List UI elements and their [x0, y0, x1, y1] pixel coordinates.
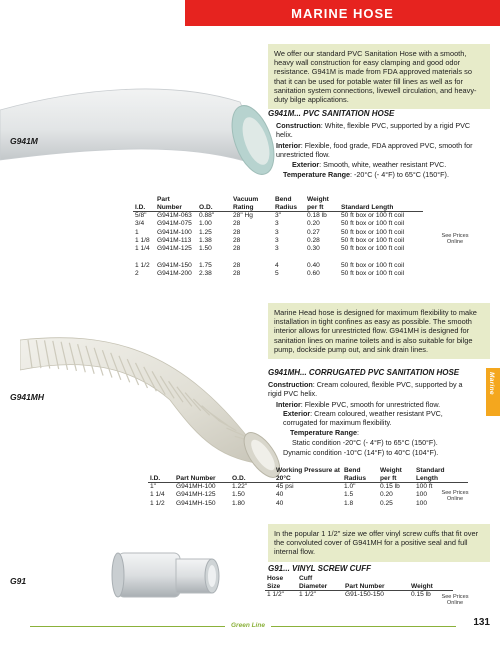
- section-tab-label: Marine: [488, 372, 495, 395]
- table-row: [265, 591, 453, 600]
- table-cell: 1.00: [199, 220, 212, 228]
- table-cell: 0.25: [380, 499, 393, 507]
- table-cell: 0.18 lb: [307, 212, 327, 219]
- table-cell: G941M-113: [157, 236, 192, 244]
- table-cell: G941M-150: [157, 261, 192, 269]
- g91-intro: In the popular 1 1/2" size we offer vinyl screw cuffs that fit over the convoluted cover of G941MH for a positive seal and full internal flow.: [268, 524, 490, 562]
- g941mh-spec-exterior: Exterior: Cream coloured, weather resistant PVC, corrugated for maximum flexibility.: [283, 409, 443, 427]
- table-cell: 28: [233, 245, 241, 253]
- g91-title: G91... VINYL SCREW CUFF: [268, 564, 371, 573]
- table-cell: 0.27: [307, 228, 320, 236]
- g941mh-spec-temperature: Temperature Range:: [290, 428, 359, 437]
- g941m-hose-image: [0, 40, 275, 180]
- g941mh-col-header: Part Number: [174, 467, 230, 483]
- table-cell: 100: [416, 491, 428, 499]
- table-cell: [231, 253, 273, 261]
- table-row: [133, 253, 423, 261]
- g941mh-col-header: O.D.: [230, 467, 274, 483]
- table-cell: 4: [275, 261, 279, 269]
- table-cell: G941MH-150: [176, 499, 216, 507]
- g941m-spec-temperature: Temperature Range: -20°C (- 4°F) to 65°C (150°F).: [283, 170, 449, 179]
- g941m-label: G941M: [10, 136, 38, 146]
- g941mh-label: G941MH: [10, 392, 45, 402]
- table-cell: G941M-125: [157, 245, 192, 253]
- g91-see-prices: See Prices Online: [441, 594, 469, 607]
- table-cell: 1 1/8: [135, 236, 150, 244]
- table-cell: 50 ft box or 100 ft coil: [341, 228, 405, 236]
- table-cell: 0.15 lb: [380, 483, 400, 490]
- g941m-spec-construction: Construction: White, flexible PVC, supported by a rigid PVC helix.: [276, 121, 471, 139]
- table-cell: 0.30: [307, 245, 320, 253]
- g941mh-title: G941MH... CORRUGATED PVC SANITATION HOSE: [268, 368, 460, 377]
- table-cell: 50 ft box or 100 ft coil: [341, 270, 405, 278]
- table-cell: 50 ft box or 100 ft coil: [341, 212, 405, 219]
- g941m-col-header: Standard Length: [339, 196, 423, 212]
- g91-col-header: Cuff Diameter: [297, 575, 343, 591]
- table-cell: G941MH-125: [176, 491, 216, 499]
- table-row: [133, 229, 423, 237]
- table-cell: 40: [276, 491, 284, 499]
- table-cell: 1 1/4: [150, 491, 165, 499]
- table-cell: 3/4: [135, 220, 145, 228]
- table-row: [148, 483, 468, 492]
- g91-label: G91: [10, 576, 27, 586]
- g941m-see-prices: See Prices Online: [441, 233, 469, 246]
- g91-col-header: Part Number: [343, 575, 409, 591]
- g941m-col-header: O.D.: [197, 196, 231, 212]
- g91-cuff-image: [108, 545, 228, 607]
- g941m-col-header: I.D.: [133, 196, 155, 212]
- g941m-col-header: Part Number: [155, 196, 197, 212]
- table-cell: 0.60: [307, 270, 320, 278]
- g941m-col-header: Bend Radius: [273, 196, 305, 212]
- table-cell: 1 1/2: [135, 261, 150, 269]
- table-cell: 1.80: [232, 499, 245, 507]
- table-cell: 1.50: [232, 491, 245, 499]
- g941mh-spec-table: [148, 467, 468, 508]
- g941mh-col-header: Working Pressure at 20°C: [276, 467, 341, 482]
- g941mh-col-header: I.D.: [148, 467, 174, 483]
- table-cell: 5: [275, 270, 279, 278]
- g941mh-intro: Marine Head hose is designed for maximum flexibility to make installation in tight confines as easy as possible. The smooth interior allows for unrestricted flow. G941MH is designed for sanitation lines on marine toilets and is also suitable for bilge pump, dockside pump out, and sink drain lines.: [268, 303, 490, 359]
- g941m-col-header: Vacuum Rating: [231, 196, 273, 212]
- table-cell: 100 ft: [416, 483, 433, 490]
- page-number: 131: [473, 617, 490, 628]
- table-cell: 3: [275, 228, 279, 236]
- g91-col-header: Weight: [409, 575, 453, 591]
- table-cell: 1": [150, 483, 157, 490]
- table-cell: 50 ft box or 100 ft coil: [341, 236, 405, 244]
- table-cell: [197, 253, 231, 261]
- g941mh-temp-dynamic: Dynamic condition -10°C (14°F) to 40°C (104°F).: [283, 448, 439, 457]
- table-cell: 45 psi: [276, 483, 294, 490]
- g941m-col-header: Weight per ft: [305, 196, 339, 212]
- table-cell: 100: [416, 499, 428, 507]
- table-cell: 40: [276, 499, 284, 507]
- table-cell: G91-150-150: [345, 591, 384, 598]
- table-cell: 1.5: [344, 491, 354, 499]
- g941mh-spec-interior: Interior: Flexible PVC, smooth for unrestricted flow.: [276, 400, 441, 409]
- table-cell: 3": [275, 212, 282, 219]
- g941mh-temp-static: Static condition -20°C (- 4°F) to 65°C (150°F).: [292, 438, 438, 447]
- table-cell: 1 1/4: [135, 245, 150, 253]
- table-cell: 28: [233, 220, 241, 228]
- table-cell: G941M-063: [157, 212, 192, 219]
- table-row: [133, 237, 423, 245]
- table-cell: 1.75: [199, 261, 212, 269]
- table-cell: 2.38: [199, 270, 212, 278]
- table-cell: G941M-075: [157, 220, 192, 228]
- table-cell: 3: [275, 245, 279, 253]
- table-cell: 0.88": [199, 212, 215, 219]
- table-cell: [155, 253, 197, 261]
- table-cell: G941M-100: [157, 228, 192, 236]
- table-cell: 28: [233, 270, 241, 278]
- table-cell: 3: [275, 220, 279, 228]
- table-row: [133, 220, 423, 228]
- table-cell: 28: [233, 261, 241, 269]
- table-cell: [133, 253, 155, 261]
- footer-brand: Green Line: [225, 622, 271, 629]
- table-cell: 50 ft box or 100 ft coil: [341, 261, 405, 269]
- table-cell: G941M-200: [157, 270, 192, 278]
- g941m-spec-interior: Interior: Flexible, food grade, FDA approved PVC, smooth for unrestricted flow.: [276, 141, 473, 159]
- g941mh-see-prices: See Prices Online: [441, 490, 469, 503]
- table-cell: 3: [275, 236, 279, 244]
- table-cell: 0.20: [307, 220, 320, 228]
- page-banner: [185, 0, 500, 26]
- table-cell: 1: [135, 228, 139, 236]
- table-row: [148, 500, 468, 508]
- g941mh-col-header: Bend Radius: [342, 467, 378, 483]
- g941m-intro: We offer our standard PVC Sanitation Hose with a smooth, heavy wall construction for easy clamping and good odor resistance. G941M is made from FDA approved materials so that it can be used for potable water fill lines as well as for sanitation system connections, livewell circulation, and heavy-duty bilge applications.: [268, 44, 490, 109]
- section-tab-marine[interactable]: [486, 368, 500, 416]
- table-cell: 0.28: [307, 236, 320, 244]
- table-cell: G941MH-100: [176, 483, 216, 490]
- table-cell: 1 1/2": [267, 591, 285, 598]
- g941mh-hose-image: [20, 290, 280, 490]
- g941mh-spec-construction: Construction: Cream coloured, flexible PVC, supported by a rigid PVC helix.: [268, 380, 463, 398]
- table-cell: 0.15 lb: [411, 591, 431, 598]
- table-cell: 0.20: [380, 491, 393, 499]
- table-row: [133, 270, 423, 278]
- table-cell: 50 ft box or 100 ft coil: [341, 245, 405, 253]
- table-cell: 1 1/2": [299, 591, 317, 598]
- g941mh-col-header: Standard Length: [414, 467, 468, 483]
- g941m-title: G941M... PVC SANITATION HOSE: [268, 109, 395, 118]
- g91-spec-table: [265, 575, 453, 599]
- table-cell: 1 1/2: [150, 499, 165, 507]
- table-cell: 28: [233, 236, 241, 244]
- g941m-spec-exterior: Exterior: Smooth, white, weather resistant PVC.: [292, 160, 447, 169]
- table-row: [133, 212, 423, 221]
- table-cell: [339, 253, 423, 261]
- table-row: [133, 245, 423, 253]
- g941m-spec-table: [133, 196, 423, 278]
- table-cell: 0.40: [307, 261, 320, 269]
- table-cell: 1.50: [199, 245, 212, 253]
- table-cell: 1.0": [344, 483, 356, 490]
- table-cell: 5/8": [135, 212, 147, 219]
- table-cell: [305, 253, 339, 261]
- g941mh-col-header: Weight per ft: [378, 467, 414, 483]
- table-cell: 28" Hg: [233, 212, 253, 219]
- table-cell: 28: [233, 228, 241, 236]
- table-cell: 1.38: [199, 236, 212, 244]
- table-cell: [273, 253, 305, 261]
- table-cell: 50 ft box or 100 ft coil: [341, 220, 405, 228]
- table-cell: 1.25: [199, 228, 212, 236]
- table-cell: 1.22": [232, 483, 248, 490]
- table-row: [148, 491, 468, 499]
- table-cell: 1.8: [344, 499, 354, 507]
- table-row: [133, 262, 423, 270]
- g91-col-header: Hose Size: [265, 575, 297, 591]
- table-cell: 2: [135, 270, 139, 278]
- page-title: MARINE HOSE: [291, 6, 394, 21]
